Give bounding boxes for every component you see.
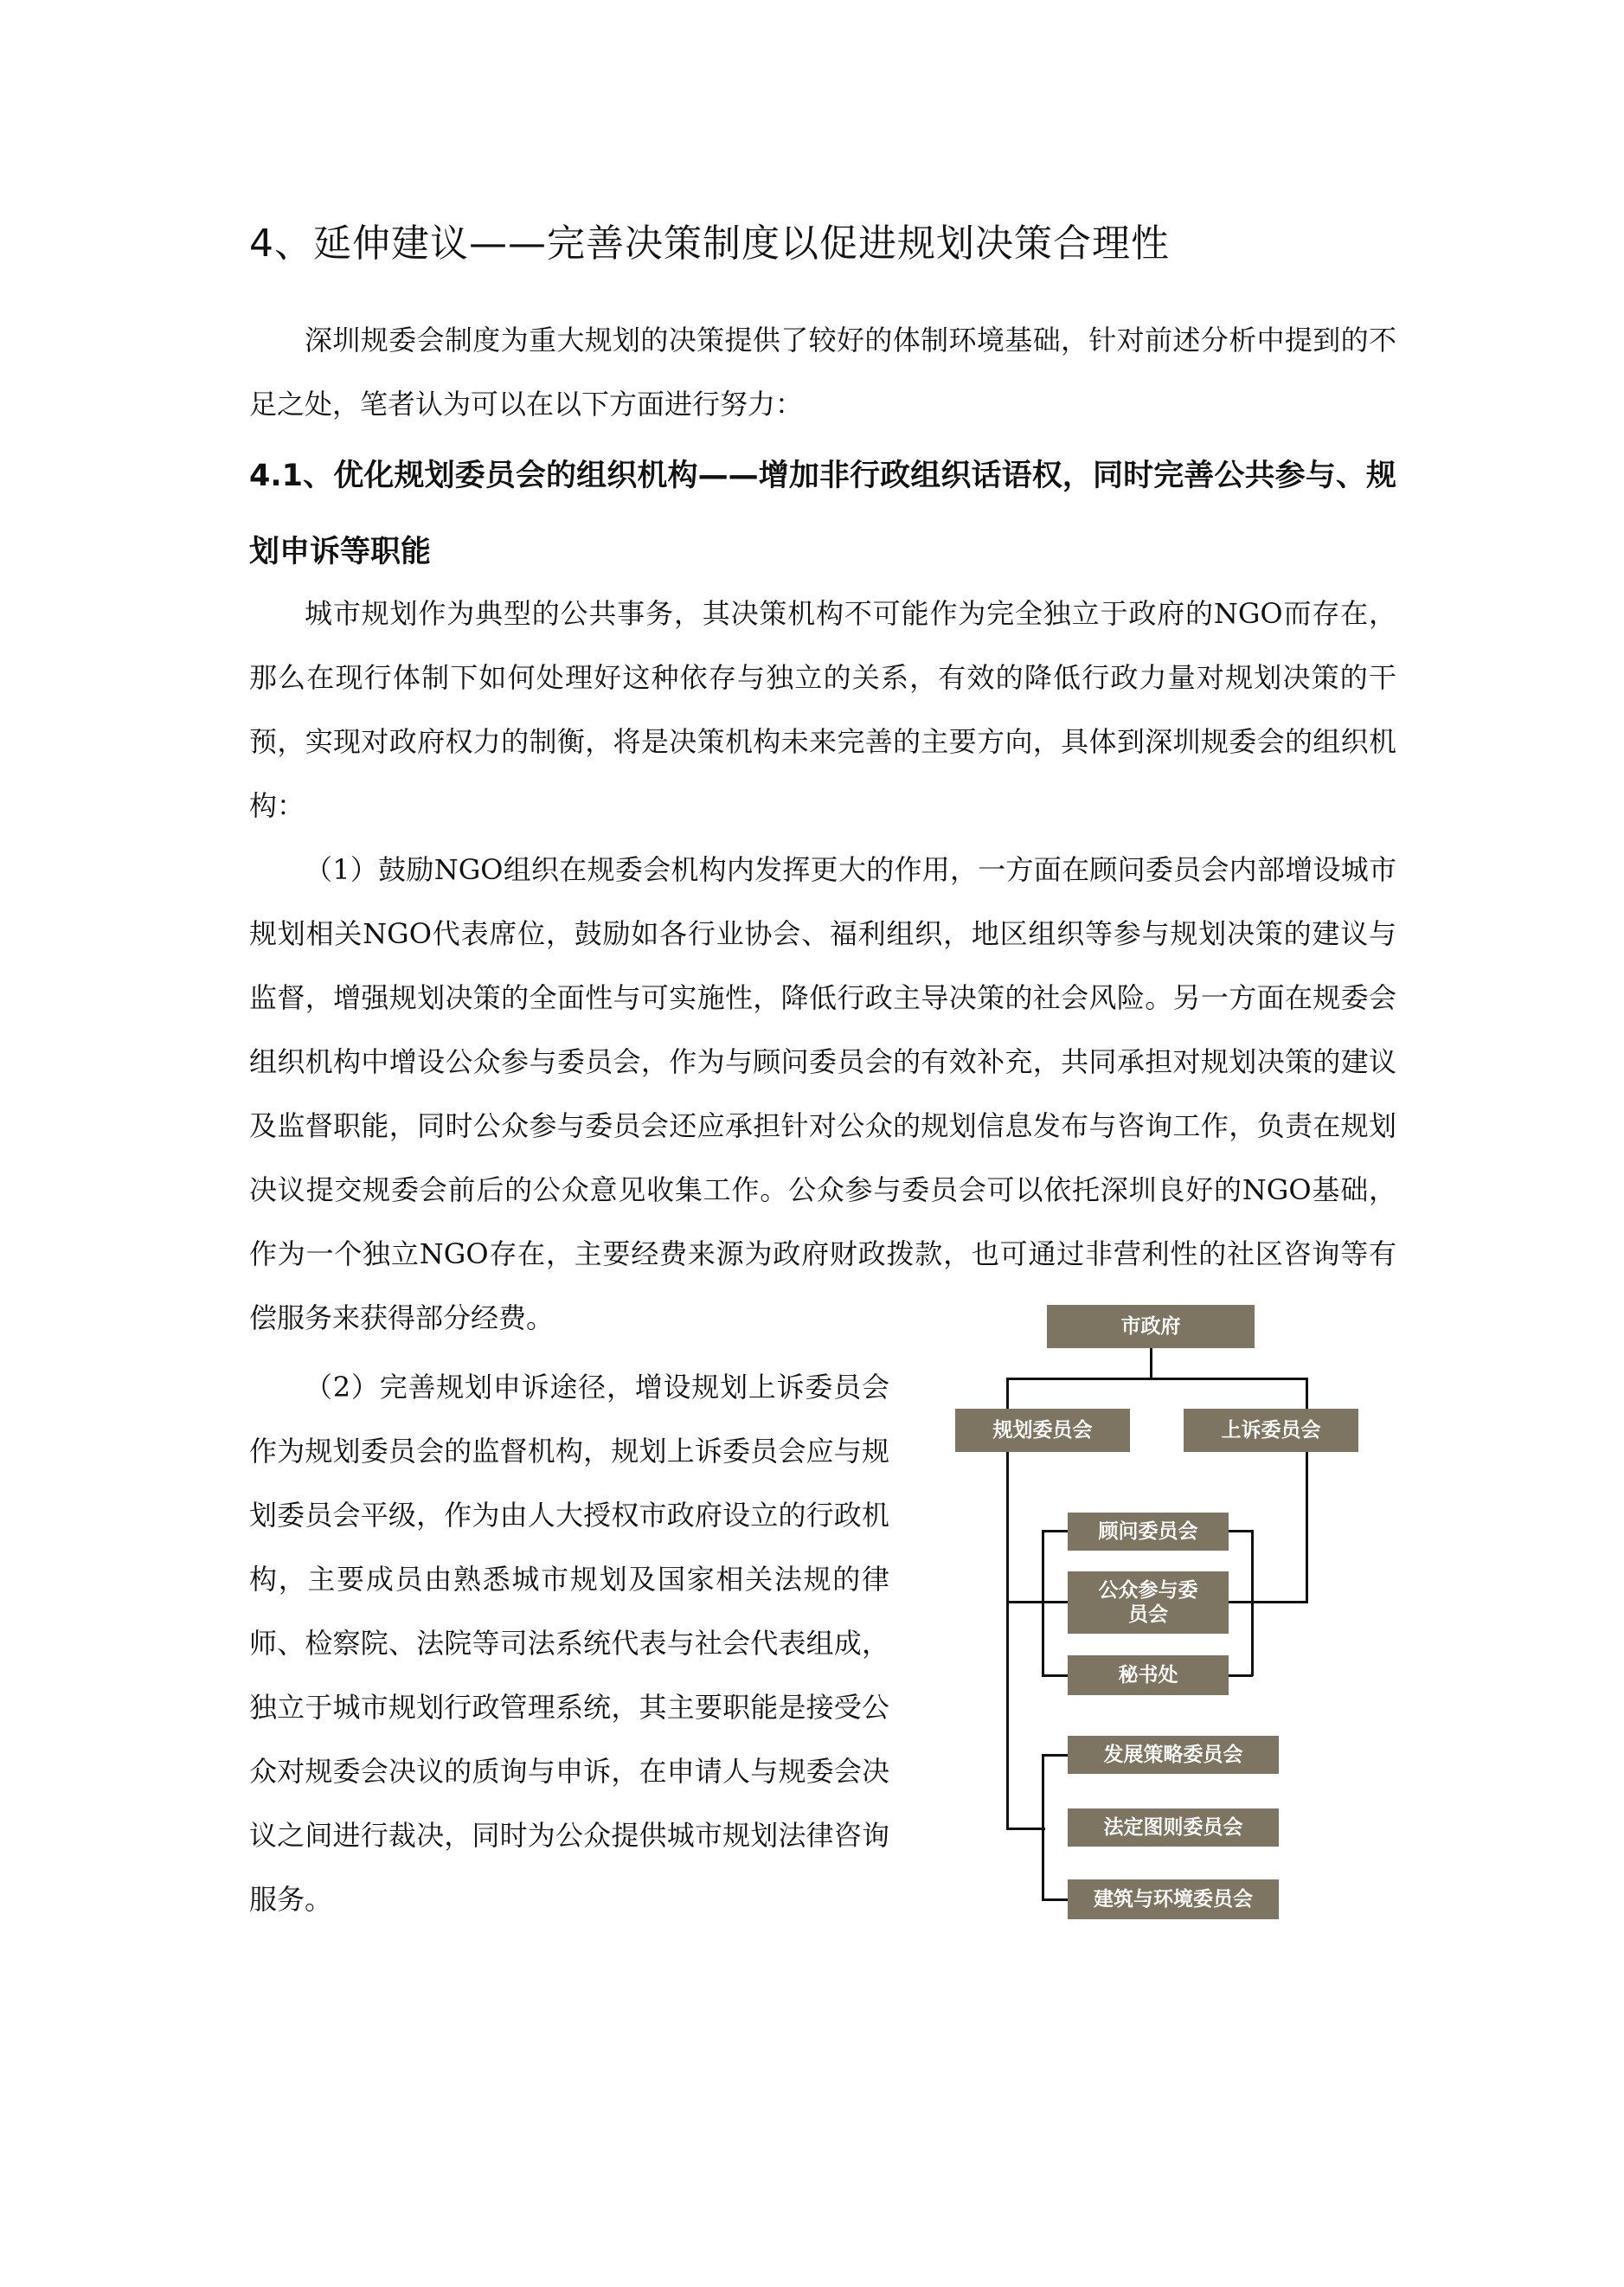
paragraph-1: 城市规划作为典型的公共事务，其决策机构不可能作为完全独立于政府的NGO而存在，那么在现行体制下如何处理好这种依存与独立的关系，有效的降低行政力量对规划决策的干预，实现对政府权力的制衡，将是决策机构未来完善的主要方向，具体到深圳规委会的组织机构： <box>249 597 1396 822</box>
connector-line <box>1042 1754 1044 1901</box>
connector-line <box>1229 1601 1308 1603</box>
connector-line <box>1006 1452 1009 1829</box>
secretariat-box: 秘书处 <box>1068 1655 1229 1695</box>
appeal-committee-box: 上诉委员会 <box>1184 1409 1358 1452</box>
advisory-committee-box: 顾问委员会 <box>1068 1513 1229 1551</box>
subsection-heading: 4.1、优化规划委员会的组织机构——增加非行政组织话语权，同时完善公共参与、规划申诉等职能 <box>249 459 1396 569</box>
connector-line <box>1006 1378 1307 1380</box>
connector-line <box>1006 1378 1009 1409</box>
statutory-plan-committee-box: 法定图则委员会 <box>1068 1808 1279 1847</box>
planning-committee-box: 规划委员会 <box>955 1409 1130 1452</box>
connector-line <box>1006 1828 1045 1830</box>
connector-line <box>1042 1601 1068 1603</box>
architecture-environment-committee-box: 建筑与环境委员会 <box>1068 1879 1279 1919</box>
connector-line <box>1042 1530 1068 1532</box>
intro-paragraph: 深圳规委会制度为重大规划的决策提供了较好的体制环境基础，针对前述分析中提到的不足之处，笔者认为可以在以下方面进行努力： <box>249 324 1396 421</box>
connector-line <box>1150 1348 1152 1379</box>
connector-line <box>1042 1898 1068 1901</box>
connector-line <box>1042 1674 1068 1677</box>
connector-line <box>1042 1754 1068 1757</box>
connector-line <box>1306 1452 1308 1603</box>
connector-line <box>1229 1530 1253 1532</box>
paragraph-3: （2）完善规划申诉途径，增设规划上诉委员会作为规划委员会的监督机构，规划上诉委员会应与规划委员会平级，作为由人大授权市政府设立的行政机构，主要成员由熟悉城市规划及国家相关法规的律师、检察院、法院等司法系统代表与社会代表组成，独立于城市规划行政管理系统，其主要职能是接受公众对规委会决议的质询与申诉，在申请人与规委会决议之间进行裁决，同时为公众提供城市规划法律咨询服务。 <box>249 1371 889 1916</box>
public-participation-committee-box: 公众参与委员会 <box>1068 1571 1229 1634</box>
org-chart <box>943 1298 1393 1956</box>
connector-line <box>1009 1601 1043 1603</box>
connector-line <box>1306 1378 1308 1409</box>
city-government-box: 市政府 <box>1047 1305 1255 1348</box>
section-heading: 4、延伸建议——完善决策制度以促进规划决策合理性 <box>249 222 1170 266</box>
paragraph-2: （1）鼓励NGO组织在规委会机构内发挥更大的作用，一方面在顾问委员会内部增设城市规划相关NGO代表席位，鼓励如各行业协会、福利组织，地区组织等参与规划决策的建议与监督，增强规划决策的全面性与可实施性，降低行政主导决策的社会风险。另一方面在规委会组织机构中增设公众参与委员会，作为与顾问委员会的有效补充，共同承担对规划决策的建议及监督职能，同时公众参与委员会还应承担针对公众的规划信息发布与咨询工作，负责在规划决议提交规委会前后的公众意见收集工作。公众参与委员会可以依托深圳良好的NGO基础，作为一个独立NGO存在，主要经费来源为政府财政拨款，也可通过非营利性的社区咨询等有偿服务来获得部分经费。 <box>249 853 1396 1334</box>
connector-line <box>1229 1674 1253 1677</box>
development-strategy-committee-box: 发展策略委员会 <box>1068 1736 1279 1774</box>
